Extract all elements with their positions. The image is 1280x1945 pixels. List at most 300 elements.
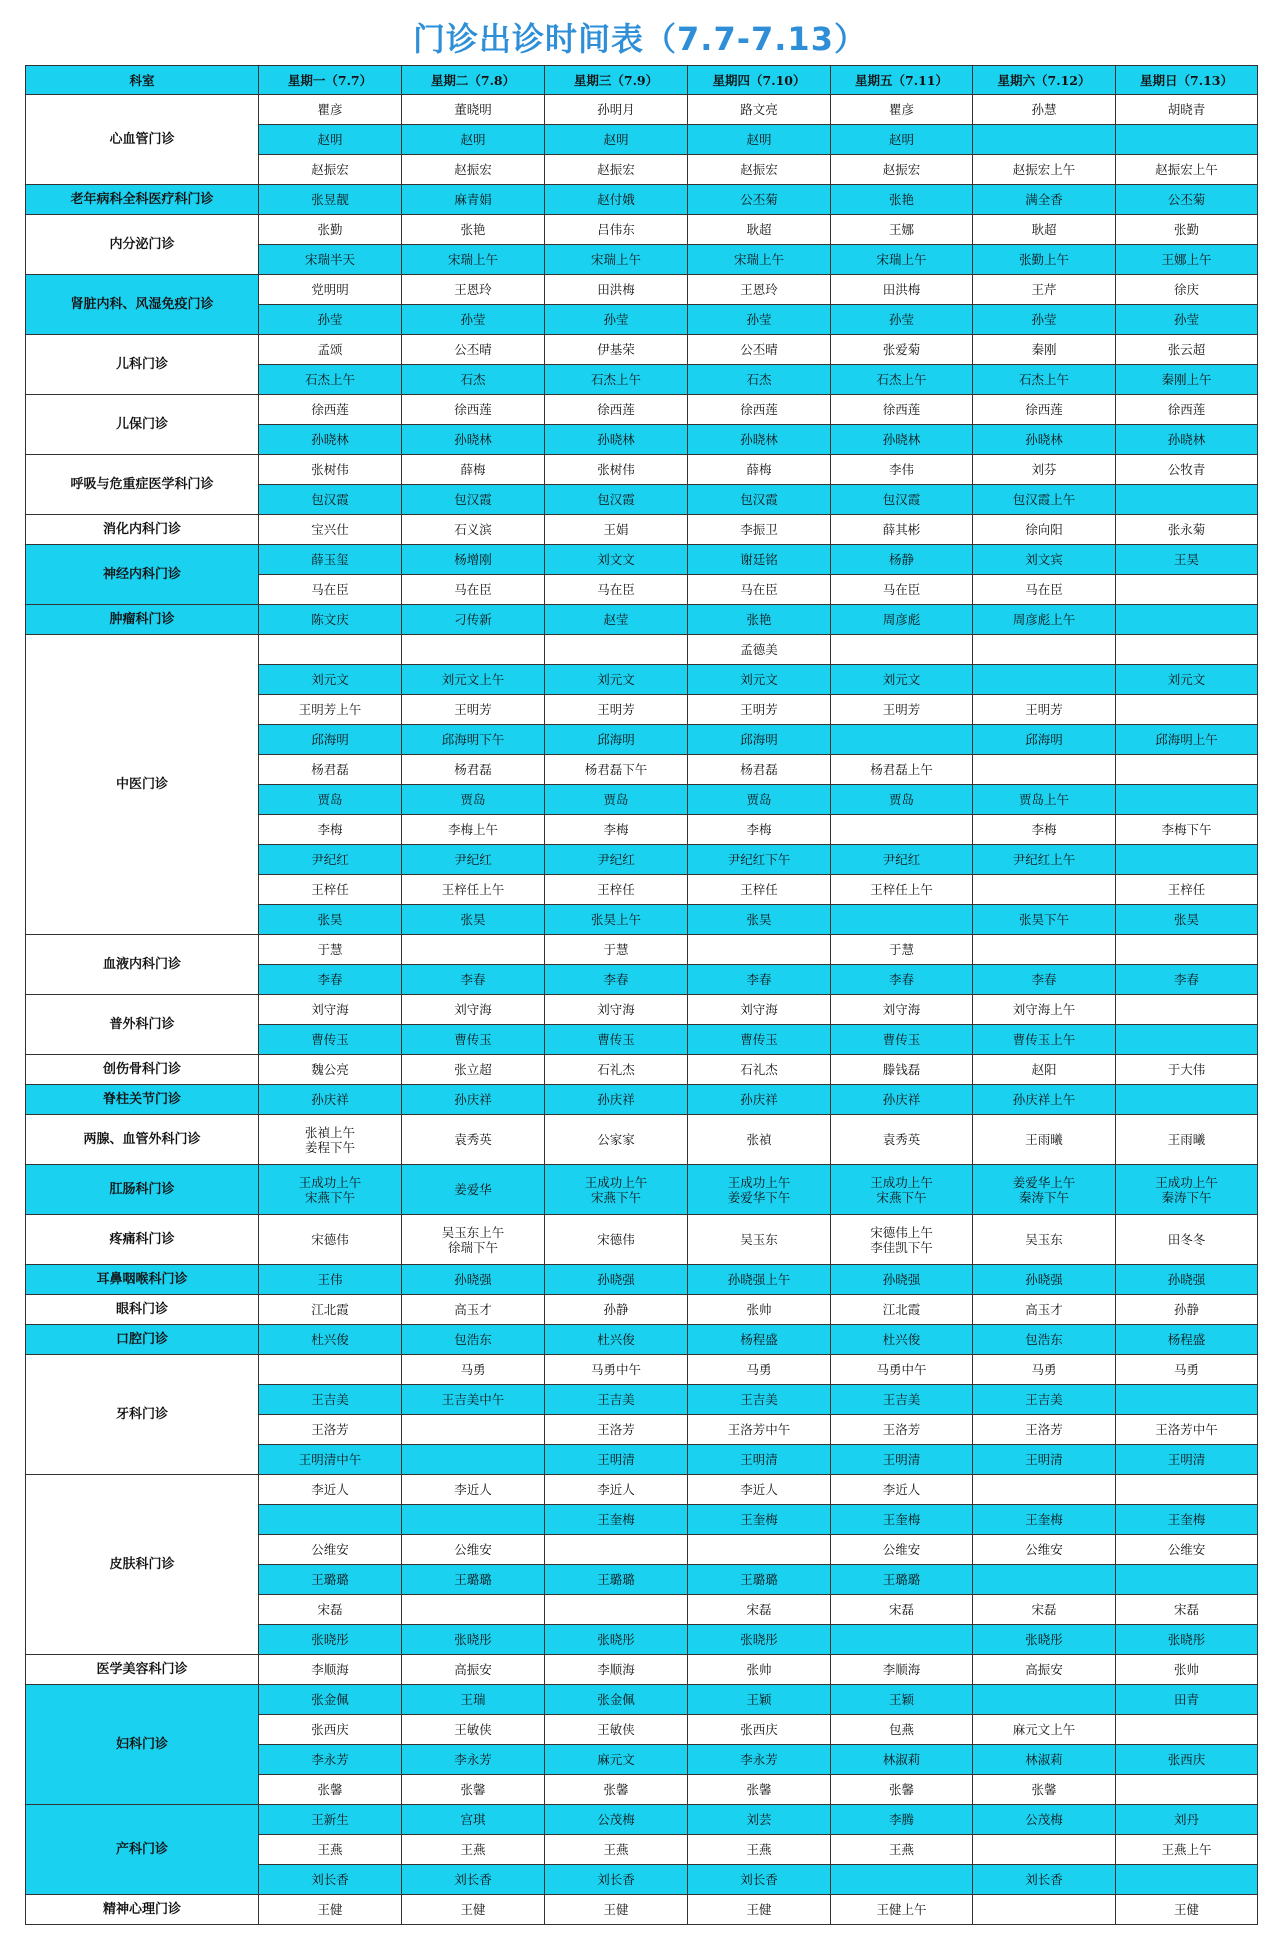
doctor-cell: 杨程盛 — [688, 1325, 831, 1355]
doctor-cell: 秦刚上午 — [1116, 365, 1258, 395]
doctor-cell: 李春 — [831, 965, 973, 995]
doctor-cell: 徐西莲 — [688, 395, 831, 425]
doctor-cell: 公丕菊 — [688, 185, 831, 215]
doctor-cell — [1116, 125, 1258, 155]
doctor-cell: 周彦彪上午 — [973, 605, 1116, 635]
doctor-cell: 孙晓林 — [545, 425, 688, 455]
doctor-cell: 包浩东 — [973, 1325, 1116, 1355]
doctor-cell: 魏公亮 — [259, 1055, 402, 1085]
doctor-cell: 刘守海 — [545, 995, 688, 1025]
department-name: 神经内科门诊 — [26, 545, 259, 605]
doctor-cell: 江北霞 — [831, 1295, 973, 1325]
doctor-cell — [1116, 1475, 1258, 1505]
doctor-cell — [402, 1505, 545, 1535]
doctor-cell: 王吉美 — [688, 1385, 831, 1415]
department-name: 心血管门诊 — [26, 95, 259, 185]
doctor-cell: 吴玉东上午 徐瑞下午 — [402, 1215, 545, 1265]
doctor-cell: 刘长香 — [402, 1865, 545, 1895]
doctor-cell — [1116, 1025, 1258, 1055]
doctor-cell: 赵振宏上午 — [973, 155, 1116, 185]
table-row — [26, 545, 1258, 575]
department-name: 眼科门诊 — [26, 1295, 259, 1325]
doctor-cell: 杨君磊下午 — [545, 755, 688, 785]
doctor-cell: 张勤 — [1116, 215, 1258, 245]
doctor-cell: 薛梅 — [402, 455, 545, 485]
department-name: 两腺、血管外科门诊 — [26, 1115, 259, 1165]
doctor-cell: 张晓彤 — [688, 1625, 831, 1655]
doctor-cell: 王洛芳 — [545, 1415, 688, 1445]
doctor-cell: 宫琪 — [402, 1805, 545, 1835]
department-name: 医学美容科门诊 — [26, 1655, 259, 1685]
doctor-cell: 姜爱华 — [402, 1165, 545, 1215]
doctor-cell: 邱海明 — [545, 725, 688, 755]
doctor-cell: 公茂梅 — [973, 1805, 1116, 1835]
doctor-cell: 王明清 — [688, 1445, 831, 1475]
doctor-cell: 宋瑞上午 — [402, 245, 545, 275]
doctor-cell: 徐西莲 — [402, 395, 545, 425]
doctor-cell: 张帅 — [1116, 1655, 1258, 1685]
doctor-cell: 张立超 — [402, 1055, 545, 1085]
doctor-cell — [402, 1415, 545, 1445]
doctor-cell: 刘守海 — [402, 995, 545, 1025]
doctor-cell: 曹传玉 — [402, 1025, 545, 1055]
doctor-cell: 于慧 — [831, 935, 973, 965]
doctor-cell: 张昊 — [259, 905, 402, 935]
page-title: 门诊出诊时间表（7.7-7.13） — [413, 20, 867, 58]
table-row — [26, 1055, 1258, 1085]
doctor-cell: 滕钱磊 — [831, 1055, 973, 1085]
doctor-cell — [831, 905, 973, 935]
doctor-cell: 孟德美 — [688, 635, 831, 665]
doctor-cell: 杨君磊上午 — [831, 755, 973, 785]
doctor-cell: 宋瑞上午 — [831, 245, 973, 275]
doctor-cell: 马在臣 — [688, 575, 831, 605]
doctor-cell: 杨君磊 — [688, 755, 831, 785]
doctor-cell: 王明芳 — [688, 695, 831, 725]
doctor-cell: 张爱菊 — [831, 335, 973, 365]
doctor-cell: 赵振宏 — [259, 155, 402, 185]
doctor-cell: 公丕菊 — [1116, 185, 1258, 215]
doctor-cell: 张昊上午 — [545, 905, 688, 935]
doctor-cell: 张馨 — [688, 1775, 831, 1805]
doctor-cell: 马在臣 — [402, 575, 545, 605]
doctor-cell: 孙晓林 — [402, 425, 545, 455]
doctor-cell: 王敏侠 — [545, 1715, 688, 1745]
table-row — [26, 95, 1258, 125]
header-dept: 科室 — [26, 66, 259, 95]
doctor-cell — [1116, 1385, 1258, 1415]
doctor-cell: 包燕 — [831, 1715, 973, 1745]
doctor-cell: 杜兴俊 — [831, 1325, 973, 1355]
doctor-cell: 王明清 — [973, 1445, 1116, 1475]
doctor-cell: 周彦彪 — [831, 605, 973, 635]
doctor-cell: 孙静 — [545, 1295, 688, 1325]
doctor-cell: 王洛芳中午 — [1116, 1415, 1258, 1445]
doctor-cell: 张馨 — [259, 1775, 402, 1805]
table-row — [26, 1685, 1258, 1715]
doctor-cell: 刘守海 — [831, 995, 973, 1025]
doctor-cell: 宋磊 — [973, 1595, 1116, 1625]
doctor-cell: 王吉美中午 — [402, 1385, 545, 1415]
doctor-cell: 于慧 — [545, 935, 688, 965]
doctor-cell: 刘元文 — [1116, 665, 1258, 695]
doctor-cell: 王明清 — [545, 1445, 688, 1475]
doctor-cell: 公丕晴 — [688, 335, 831, 365]
doctor-cell: 刘长香 — [973, 1865, 1116, 1895]
department-name: 消化内科门诊 — [26, 515, 259, 545]
doctor-cell: 孙庆祥 — [259, 1085, 402, 1115]
doctor-cell: 王娜上午 — [1116, 245, 1258, 275]
doctor-cell: 尹纪红上午 — [973, 845, 1116, 875]
doctor-cell: 王洛芳 — [259, 1415, 402, 1445]
doctor-cell: 王奎梅 — [831, 1505, 973, 1535]
doctor-cell: 宋瑞半天 — [259, 245, 402, 275]
doctor-cell — [1116, 605, 1258, 635]
doctor-cell: 高振安 — [402, 1655, 545, 1685]
table-row — [26, 1295, 1258, 1325]
doctor-cell: 刘芸 — [688, 1805, 831, 1835]
doctor-cell: 李近人 — [545, 1475, 688, 1505]
doctor-cell: 吕伟东 — [545, 215, 688, 245]
doctor-cell: 李伟 — [831, 455, 973, 485]
doctor-cell: 张馨 — [831, 1775, 973, 1805]
doctor-cell — [545, 635, 688, 665]
doctor-cell: 王梓任 — [545, 875, 688, 905]
doctor-cell: 杜兴俊 — [259, 1325, 402, 1355]
doctor-cell: 杜兴俊 — [545, 1325, 688, 1355]
doctor-cell: 刘长香 — [259, 1865, 402, 1895]
doctor-cell: 王成功上午 宋燕下午 — [831, 1165, 973, 1215]
doctor-cell: 赵振宏 — [402, 155, 545, 185]
doctor-cell: 孙晓强 — [1116, 1265, 1258, 1295]
doctor-cell: 刁传新 — [402, 605, 545, 635]
department-name: 儿科门诊 — [26, 335, 259, 395]
doctor-cell: 王明芳 — [402, 695, 545, 725]
doctor-cell: 公茂梅 — [545, 1805, 688, 1835]
doctor-cell: 王梓任 — [259, 875, 402, 905]
doctor-cell — [973, 935, 1116, 965]
doctor-cell: 张艳 — [688, 605, 831, 635]
doctor-cell: 李永芳 — [688, 1745, 831, 1775]
doctor-cell: 孙晓林 — [973, 425, 1116, 455]
doctor-cell: 孙莹 — [973, 305, 1116, 335]
doctor-cell: 王明清中午 — [259, 1445, 402, 1475]
table-row — [26, 275, 1258, 305]
doctor-cell: 曹传玉 — [831, 1025, 973, 1055]
doctor-cell — [1116, 785, 1258, 815]
doctor-cell: 王奎梅 — [1116, 1505, 1258, 1535]
table-row — [26, 515, 1258, 545]
doctor-cell: 刘文文 — [545, 545, 688, 575]
doctor-cell: 李近人 — [831, 1475, 973, 1505]
doctor-cell: 于慧 — [259, 935, 402, 965]
doctor-cell: 公维安 — [259, 1535, 402, 1565]
doctor-cell: 李近人 — [688, 1475, 831, 1505]
doctor-cell: 石礼杰 — [688, 1055, 831, 1085]
doctor-cell: 邱海明 — [259, 725, 402, 755]
department-name: 创伤骨科门诊 — [26, 1055, 259, 1085]
table-row — [26, 395, 1258, 425]
doctor-cell: 石杰上午 — [973, 365, 1116, 395]
department-name: 肛肠科门诊 — [26, 1165, 259, 1215]
doctor-cell: 刘元文 — [688, 665, 831, 695]
doctor-cell: 孙莹 — [402, 305, 545, 335]
department-name: 普外科门诊 — [26, 995, 259, 1055]
doctor-cell: 王健 — [402, 1895, 545, 1925]
doctor-cell — [402, 935, 545, 965]
doctor-cell: 王璐璐 — [259, 1565, 402, 1595]
doctor-cell: 赵明 — [831, 125, 973, 155]
doctor-cell: 王瑞 — [402, 1685, 545, 1715]
doctor-cell: 包汉霞 — [402, 485, 545, 515]
doctor-cell: 王明芳上午 — [259, 695, 402, 725]
table-row — [26, 455, 1258, 485]
doctor-cell — [973, 665, 1116, 695]
doctor-cell: 林淑莉 — [831, 1745, 973, 1775]
doctor-cell: 薛梅 — [688, 455, 831, 485]
header-fri: 星期五（7.11） — [831, 66, 973, 95]
doctor-cell: 王成功上午 姜爱华下午 — [688, 1165, 831, 1215]
doctor-cell — [973, 125, 1116, 155]
doctor-cell — [973, 635, 1116, 665]
doctor-cell: 赵振宏 — [545, 155, 688, 185]
doctor-cell — [1116, 485, 1258, 515]
doctor-cell: 王璐璐 — [831, 1565, 973, 1595]
doctor-cell: 包汉霞 — [831, 485, 973, 515]
doctor-cell: 宋磊 — [688, 1595, 831, 1625]
doctor-cell: 宋德伟 — [259, 1215, 402, 1265]
doctor-cell: 李顺海 — [259, 1655, 402, 1685]
doctor-cell: 刘长香 — [545, 1865, 688, 1895]
doctor-cell: 王燕 — [259, 1835, 402, 1865]
doctor-cell — [831, 815, 973, 845]
doctor-cell: 张晓彤 — [545, 1625, 688, 1655]
doctor-cell: 王明清 — [1116, 1445, 1258, 1475]
department-name: 呼吸与危重症医学科门诊 — [26, 455, 259, 515]
doctor-cell: 张馨 — [402, 1775, 545, 1805]
doctor-cell: 赵明 — [402, 125, 545, 155]
doctor-cell — [1116, 1775, 1258, 1805]
doctor-cell: 曹传玉 — [259, 1025, 402, 1055]
doctor-cell: 王明芳 — [831, 695, 973, 725]
department-name: 牙科门诊 — [26, 1355, 259, 1475]
doctor-cell: 张勤上午 — [973, 245, 1116, 275]
doctor-cell: 张禎 — [688, 1115, 831, 1165]
doctor-cell: 孙庆祥上午 — [973, 1085, 1116, 1115]
table-row — [26, 185, 1258, 215]
table-row — [26, 1805, 1258, 1835]
doctor-cell: 贾岛 — [259, 785, 402, 815]
doctor-cell: 李梅上午 — [402, 815, 545, 845]
doctor-cell — [973, 875, 1116, 905]
header-thu: 星期四（7.10） — [688, 66, 831, 95]
table-row — [26, 1265, 1258, 1295]
doctor-cell: 孙晓强 — [402, 1265, 545, 1295]
doctor-cell: 杨静 — [831, 545, 973, 575]
table-row — [26, 1085, 1258, 1115]
table-row — [26, 1165, 1258, 1215]
doctor-cell: 张晓彤 — [973, 1625, 1116, 1655]
doctor-cell: 孙晓林 — [1116, 425, 1258, 455]
doctor-cell: 王昊 — [1116, 545, 1258, 575]
doctor-cell: 耿超 — [973, 215, 1116, 245]
doctor-cell: 孙晓林 — [259, 425, 402, 455]
doctor-cell: 曹传玉 — [688, 1025, 831, 1055]
doctor-cell: 张艳 — [402, 215, 545, 245]
doctor-cell: 党明明 — [259, 275, 402, 305]
doctor-cell: 赵振宏上午 — [1116, 155, 1258, 185]
doctor-cell: 高振安 — [973, 1655, 1116, 1685]
doctor-cell: 孙莹 — [831, 305, 973, 335]
doctor-cell: 孙晓林 — [831, 425, 973, 455]
table-row — [26, 995, 1258, 1025]
doctor-cell — [259, 635, 402, 665]
header-sat: 星期六（7.12） — [973, 66, 1116, 95]
doctor-cell: 刘元文 — [545, 665, 688, 695]
doctor-cell: 王雨曦 — [1116, 1115, 1258, 1165]
doctor-cell — [545, 1535, 688, 1565]
doctor-cell: 孙晓林 — [688, 425, 831, 455]
doctor-cell: 尹纪红 — [545, 845, 688, 875]
department-name: 内分泌门诊 — [26, 215, 259, 275]
doctor-cell: 姜爱华上午 秦涛下午 — [973, 1165, 1116, 1215]
doctor-cell: 石杰 — [688, 365, 831, 395]
doctor-cell: 徐庆 — [1116, 275, 1258, 305]
doctor-cell — [973, 1475, 1116, 1505]
doctor-cell: 张昊 — [688, 905, 831, 935]
doctor-cell: 邱海明下午 — [402, 725, 545, 755]
doctor-cell: 林淑莉 — [973, 1745, 1116, 1775]
doctor-cell: 王奎梅 — [545, 1505, 688, 1535]
doctor-cell: 李振卫 — [688, 515, 831, 545]
doctor-cell: 宋磊 — [259, 1595, 402, 1625]
doctor-cell — [259, 1505, 402, 1535]
doctor-cell: 张昱靓 — [259, 185, 402, 215]
doctor-cell: 董晓明 — [402, 95, 545, 125]
doctor-cell: 王成功上午 宋燕下午 — [545, 1165, 688, 1215]
doctor-cell: 田洪梅 — [545, 275, 688, 305]
doctor-cell: 张西庆 — [1116, 1745, 1258, 1775]
doctor-cell: 宋德伟上午 李佳凯下午 — [831, 1215, 973, 1265]
doctor-cell — [973, 755, 1116, 785]
doctor-cell: 田洪梅 — [831, 275, 973, 305]
doctor-cell: 赵明 — [688, 125, 831, 155]
header-wed: 星期三（7.9） — [545, 66, 688, 95]
doctor-cell: 刘芬 — [973, 455, 1116, 485]
doctor-cell: 张昊 — [402, 905, 545, 935]
doctor-cell: 宋德伟 — [545, 1215, 688, 1265]
doctor-cell: 刘守海上午 — [973, 995, 1116, 1025]
doctor-cell: 徐西莲 — [831, 395, 973, 425]
doctor-cell: 江北霞 — [259, 1295, 402, 1325]
schedule-table — [25, 65, 1258, 1925]
department-name: 妇科门诊 — [26, 1685, 259, 1805]
doctor-cell: 李梅 — [973, 815, 1116, 845]
doctor-cell — [831, 725, 973, 755]
doctor-cell: 马勇 — [402, 1355, 545, 1385]
doctor-cell: 张云超 — [1116, 335, 1258, 365]
doctor-cell — [688, 1535, 831, 1565]
doctor-cell: 马在臣 — [259, 575, 402, 605]
doctor-cell: 王洛芳 — [973, 1415, 1116, 1445]
doctor-cell: 马勇中午 — [545, 1355, 688, 1385]
doctor-cell: 王健 — [545, 1895, 688, 1925]
doctor-cell: 王健上午 — [831, 1895, 973, 1925]
department-name: 儿保门诊 — [26, 395, 259, 455]
doctor-cell: 张树伟 — [259, 455, 402, 485]
header-tue: 星期二（7.8） — [402, 66, 545, 95]
doctor-cell: 徐向阳 — [973, 515, 1116, 545]
doctor-cell: 宋瑞上午 — [545, 245, 688, 275]
doctor-cell: 曹传玉上午 — [973, 1025, 1116, 1055]
doctor-cell: 赵振宏 — [688, 155, 831, 185]
doctor-cell: 李春 — [545, 965, 688, 995]
doctor-cell: 王梓任 — [688, 875, 831, 905]
doctor-cell: 徐西莲 — [545, 395, 688, 425]
doctor-cell — [973, 1835, 1116, 1865]
doctor-cell: 包汉霞 — [259, 485, 402, 515]
doctor-cell: 石义滨 — [402, 515, 545, 545]
doctor-cell: 伊基荣 — [545, 335, 688, 365]
doctor-cell: 刘守海 — [688, 995, 831, 1025]
doctor-cell: 路文亮 — [688, 95, 831, 125]
doctor-cell: 尹纪红 — [402, 845, 545, 875]
table-row — [26, 1115, 1258, 1165]
doctor-cell: 王洛芳中午 — [688, 1415, 831, 1445]
department-name: 脊柱关节门诊 — [26, 1085, 259, 1115]
doctor-cell: 王吉美 — [973, 1385, 1116, 1415]
doctor-cell: 石杰上午 — [545, 365, 688, 395]
department-name: 血液内科门诊 — [26, 935, 259, 995]
doctor-cell: 刘守海 — [259, 995, 402, 1025]
doctor-cell: 张金佩 — [545, 1685, 688, 1715]
doctor-cell: 马勇 — [973, 1355, 1116, 1385]
department-name: 皮肤科门诊 — [26, 1475, 259, 1655]
doctor-cell — [831, 635, 973, 665]
doctor-cell: 邱海明 — [688, 725, 831, 755]
doctor-cell: 马在臣 — [831, 575, 973, 605]
doctor-cell: 王吉美 — [831, 1385, 973, 1415]
doctor-cell: 邱海明 — [973, 725, 1116, 755]
doctor-cell: 王恩玲 — [402, 275, 545, 305]
doctor-cell: 瞿彦 — [259, 95, 402, 125]
doctor-cell: 孙庆祥 — [831, 1085, 973, 1115]
doctor-cell: 包浩东 — [402, 1325, 545, 1355]
department-name: 肿瘤科门诊 — [26, 605, 259, 635]
doctor-cell: 张昊 — [1116, 905, 1258, 935]
doctor-cell: 公维安 — [973, 1535, 1116, 1565]
doctor-cell: 包汉霞 — [688, 485, 831, 515]
doctor-cell: 孙晓强 — [545, 1265, 688, 1295]
doctor-cell: 刘丹 — [1116, 1805, 1258, 1835]
doctor-cell: 赵阳 — [973, 1055, 1116, 1085]
doctor-cell: 公丕晴 — [402, 335, 545, 365]
doctor-cell: 马勇中午 — [831, 1355, 973, 1385]
table-row — [26, 1475, 1258, 1505]
doctor-cell: 宋磊 — [1116, 1595, 1258, 1625]
department-name: 疼痛科门诊 — [26, 1215, 259, 1265]
doctor-cell: 邱海明上午 — [1116, 725, 1258, 755]
doctor-cell: 张帅 — [688, 1655, 831, 1685]
doctor-cell — [1116, 995, 1258, 1025]
doctor-cell: 张禎上午 姜程下午 — [259, 1115, 402, 1165]
doctor-cell: 杨增刚 — [402, 545, 545, 575]
doctor-cell — [831, 1865, 973, 1895]
header-sun: 星期日（7.13） — [1116, 66, 1258, 95]
department-name: 产科门诊 — [26, 1805, 259, 1895]
doctor-cell: 高玉才 — [402, 1295, 545, 1325]
doctor-cell — [1116, 935, 1258, 965]
